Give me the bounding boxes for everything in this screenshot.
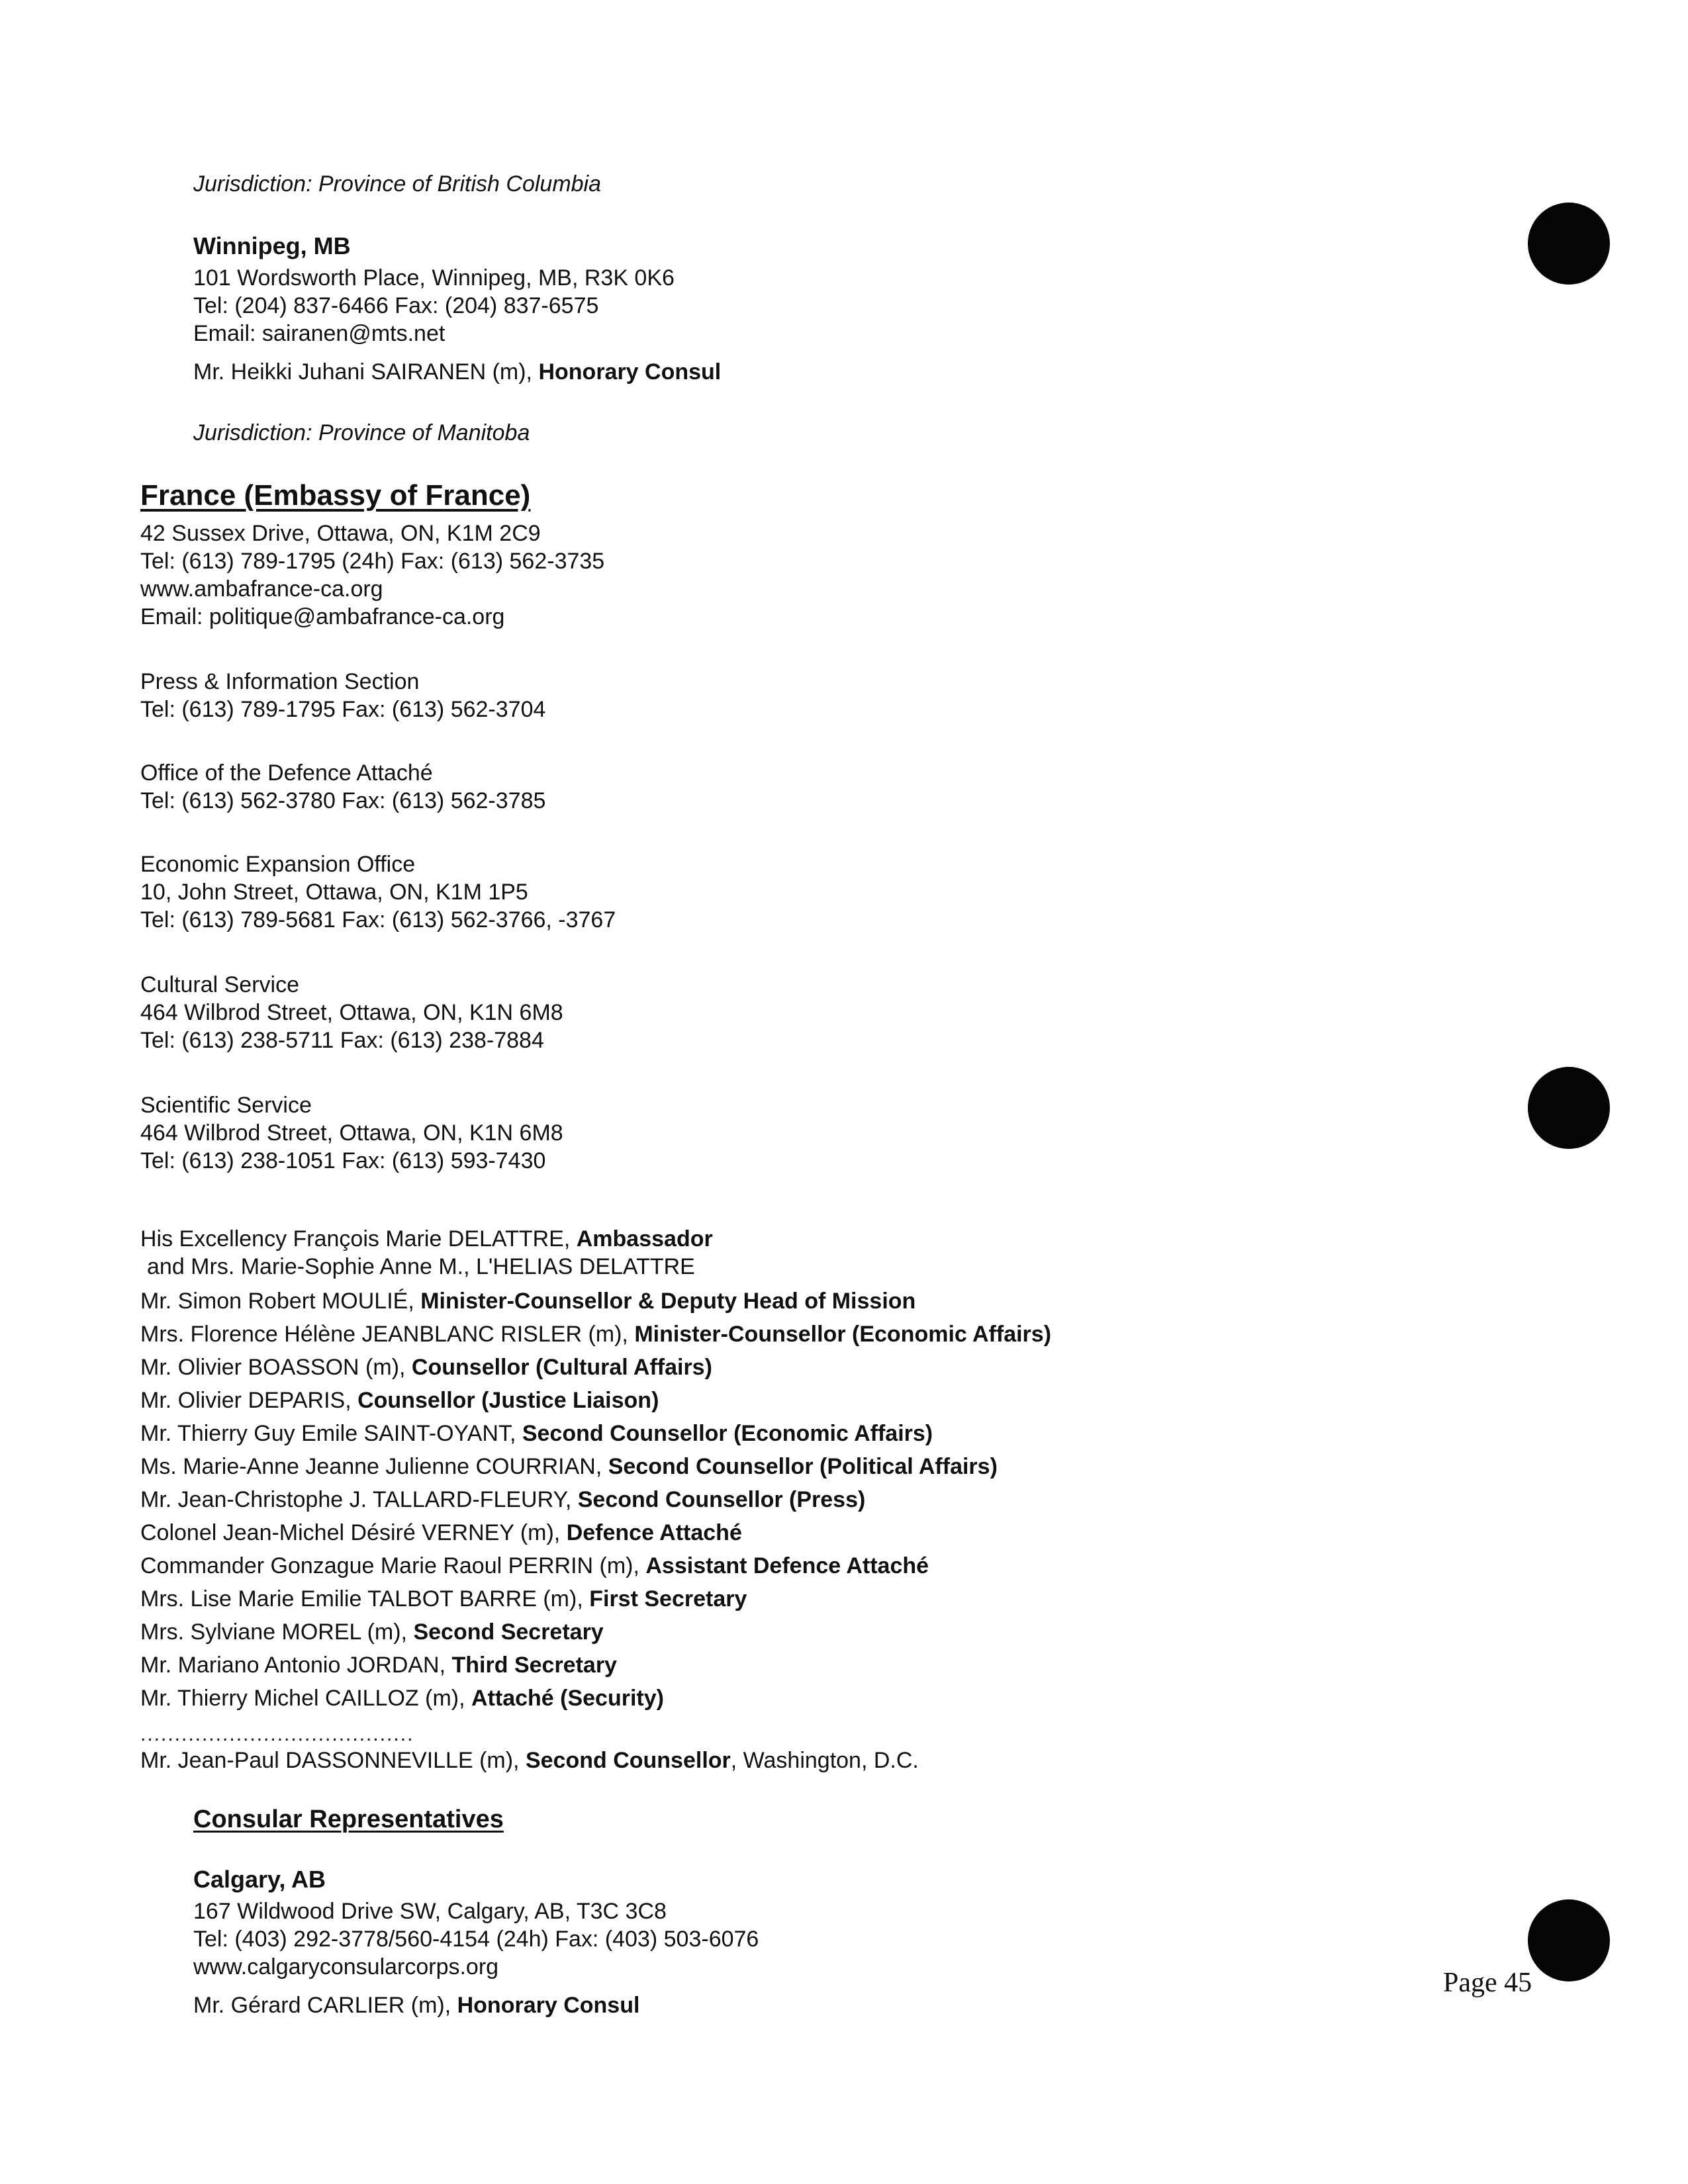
washington-line (140, 1747, 919, 1774)
office-defence-name: Office of the Defence Attaché (140, 760, 433, 786)
staff-name: Colonel Jean-Michel Désiré VERNEY (m), (140, 1520, 567, 1545)
staff-title: Attaché (Security) (471, 1686, 664, 1711)
office-press-tel: Tel: (613) 789-1795 Fax: (613) 562-3704 (140, 697, 546, 722)
staff-title: Second Secretary (413, 1619, 604, 1645)
staff-title: Defence Attaché (566, 1520, 742, 1545)
consular-heading: Consular Representatives (193, 1805, 504, 1833)
winnipeg-tel: Tel: (204) 837-6466 Fax: (204) 837-6575 (193, 293, 599, 318)
punch-hole-bottom (1528, 1899, 1610, 1981)
punch-hole-middle (1528, 1067, 1610, 1149)
staff-name: Mr. Olivier BOASSON (m), (140, 1355, 412, 1380)
winnipeg-city: Winnipeg, MB (193, 232, 351, 259)
staff-row (140, 1453, 998, 1480)
office-economic-address: 10, John Street, Ottawa, ON, K1M 1P5 (140, 880, 528, 905)
france-address: 42 Sussex Drive, Ottawa, ON, K1M 2C9 (140, 521, 541, 546)
staff-row (140, 1553, 929, 1579)
staff-title: Third Secretary (451, 1653, 617, 1678)
staff-row (140, 1486, 865, 1513)
winnipeg-address: 101 Wordsworth Place, Winnipeg, MB, R3K 0K6 (193, 265, 675, 291)
staff-row (140, 1321, 1051, 1347)
dotted-separator: ........................................ (140, 1723, 414, 1745)
washington-name: Mr. Jean-Paul DASSONNEVILLE (m), (140, 1748, 526, 1773)
office-scientific-address: 464 Wilbrod Street, Ottawa, ON, K1N 6M8 (140, 1120, 563, 1146)
staff-name: Mr. Simon Robert MOULIÉ, (140, 1289, 421, 1314)
calgary-person (193, 1992, 639, 2019)
office-defence-tel: Tel: (613) 562-3780 Fax: (613) 562-3785 (140, 788, 546, 813)
calgary-person-name: Mr. Gérard CARLIER (m), (193, 1993, 457, 2018)
office-press-name: Press & Information Section (140, 669, 420, 694)
winnipeg-email: Email: sairanen@mts.net (193, 321, 445, 346)
staff-name: Mr. Olivier DEPARIS, (140, 1388, 358, 1413)
staff-row (140, 1520, 742, 1546)
office-cultural-address: 464 Wilbrod Street, Ottawa, ON, K1N 6M8 (140, 1000, 563, 1025)
staff-row (140, 1288, 915, 1314)
calgary-tel: Tel: (403) 292-3778/560-4154 (24h) Fax: (403) 503-6076 (193, 1927, 759, 1952)
office-cultural-name: Cultural Service (140, 972, 299, 997)
staff-name: Mr. Thierry Michel CAILLOZ (m), (140, 1686, 471, 1711)
page-number: Page 45 (1443, 1968, 1532, 1998)
jurisdiction-manitoba: Jurisdiction: Province of Manitoba (193, 420, 530, 445)
washington-suffix: , Washington, D.C. (730, 1748, 919, 1773)
staff-name: Mrs. Florence Hélène JEANBLANC RISLER (m), (140, 1322, 635, 1347)
ambassador-name: His Excellency François Marie DELATTRE, (140, 1226, 577, 1251)
staff-row (140, 1619, 604, 1645)
france-email: Email: politique@ambafrance-ca.org (140, 604, 505, 629)
staff-title: Minister-Counsellor & Deputy Head of Mission (420, 1289, 916, 1314)
staff-name: Mr. Thierry Guy Emile SAINT-OYANT, (140, 1421, 522, 1446)
calgary-address: 167 Wildwood Drive SW, Calgary, AB, T3C 3C8 (193, 1899, 667, 1924)
office-cultural-tel: Tel: (613) 238-5711 Fax: (613) 238-7884 (140, 1028, 544, 1053)
staff-name: Commander Gonzague Marie Raoul PERRIN (m), (140, 1553, 646, 1578)
staff-title: Assistant Defence Attaché (645, 1553, 929, 1578)
staff-row (140, 1387, 659, 1414)
jurisdiction-bc: Jurisdiction: Province of British Columbia (193, 171, 602, 197)
punch-hole-top (1528, 203, 1610, 285)
staff-title: First Secretary (589, 1586, 747, 1612)
staff-title: Second Counsellor (Economic Affairs) (522, 1421, 933, 1446)
winnipeg-person-title: Honorary Consul (538, 359, 722, 385)
office-scientific-name: Scientific Service (140, 1093, 312, 1118)
washington-title: Second Counsellor (525, 1748, 731, 1773)
france-website: www.ambafrance-ca.org (140, 576, 383, 602)
ambassador-line (140, 1226, 713, 1252)
staff-row (140, 1652, 617, 1678)
calgary-city: Calgary, AB (193, 1866, 326, 1893)
staff-name: Ms. Marie-Anne Jeanne Julienne COURRIAN, (140, 1454, 608, 1479)
france-tel: Tel: (613) 789-1795 (24h) Fax: (613) 562-3735 (140, 549, 605, 574)
staff-name: Mr. Jean-Christophe J. TALLARD-FLEURY, (140, 1487, 578, 1512)
france-heading: France (Embassy of France) (140, 479, 531, 512)
staff-title: Second Counsellor (Political Affairs) (608, 1454, 998, 1479)
staff-title: Second Counsellor (Press) (577, 1487, 866, 1512)
ambassador-title: Ambassador (576, 1226, 713, 1251)
staff-row (140, 1354, 712, 1381)
calgary-website: www.calgaryconsularcorps.org (193, 1954, 499, 1979)
staff-title: Counsellor (Justice Liaison) (357, 1388, 659, 1413)
staff-title: Counsellor (Cultural Affairs) (411, 1355, 712, 1380)
office-economic-tel: Tel: (613) 789-5681 Fax: (613) 562-3766, -3767 (140, 907, 616, 933)
office-economic-name: Economic Expansion Office (140, 852, 416, 877)
ambassador-spouse: and Mrs. Marie-Sophie Anne M., L'HELIAS DELATTRE (147, 1254, 695, 1279)
staff-name: Mrs. Lise Marie Emilie TALBOT BARRE (m), (140, 1586, 590, 1612)
staff-row (140, 1420, 933, 1447)
staff-name: Mr. Mariano Antonio JORDAN, (140, 1653, 452, 1678)
staff-title: Minister-Counsellor (Economic Affairs) (634, 1322, 1052, 1347)
winnipeg-person (193, 359, 721, 385)
winnipeg-person-name: Mr. Heikki Juhani SAIRANEN (m), (193, 359, 539, 385)
staff-name: Mrs. Sylviane MOREL (m), (140, 1619, 414, 1645)
calgary-person-title: Honorary Consul (457, 1993, 640, 2018)
staff-row (140, 1685, 664, 1711)
staff-row (140, 1586, 747, 1612)
office-scientific-tel: Tel: (613) 238-1051 Fax: (613) 593-7430 (140, 1148, 546, 1173)
